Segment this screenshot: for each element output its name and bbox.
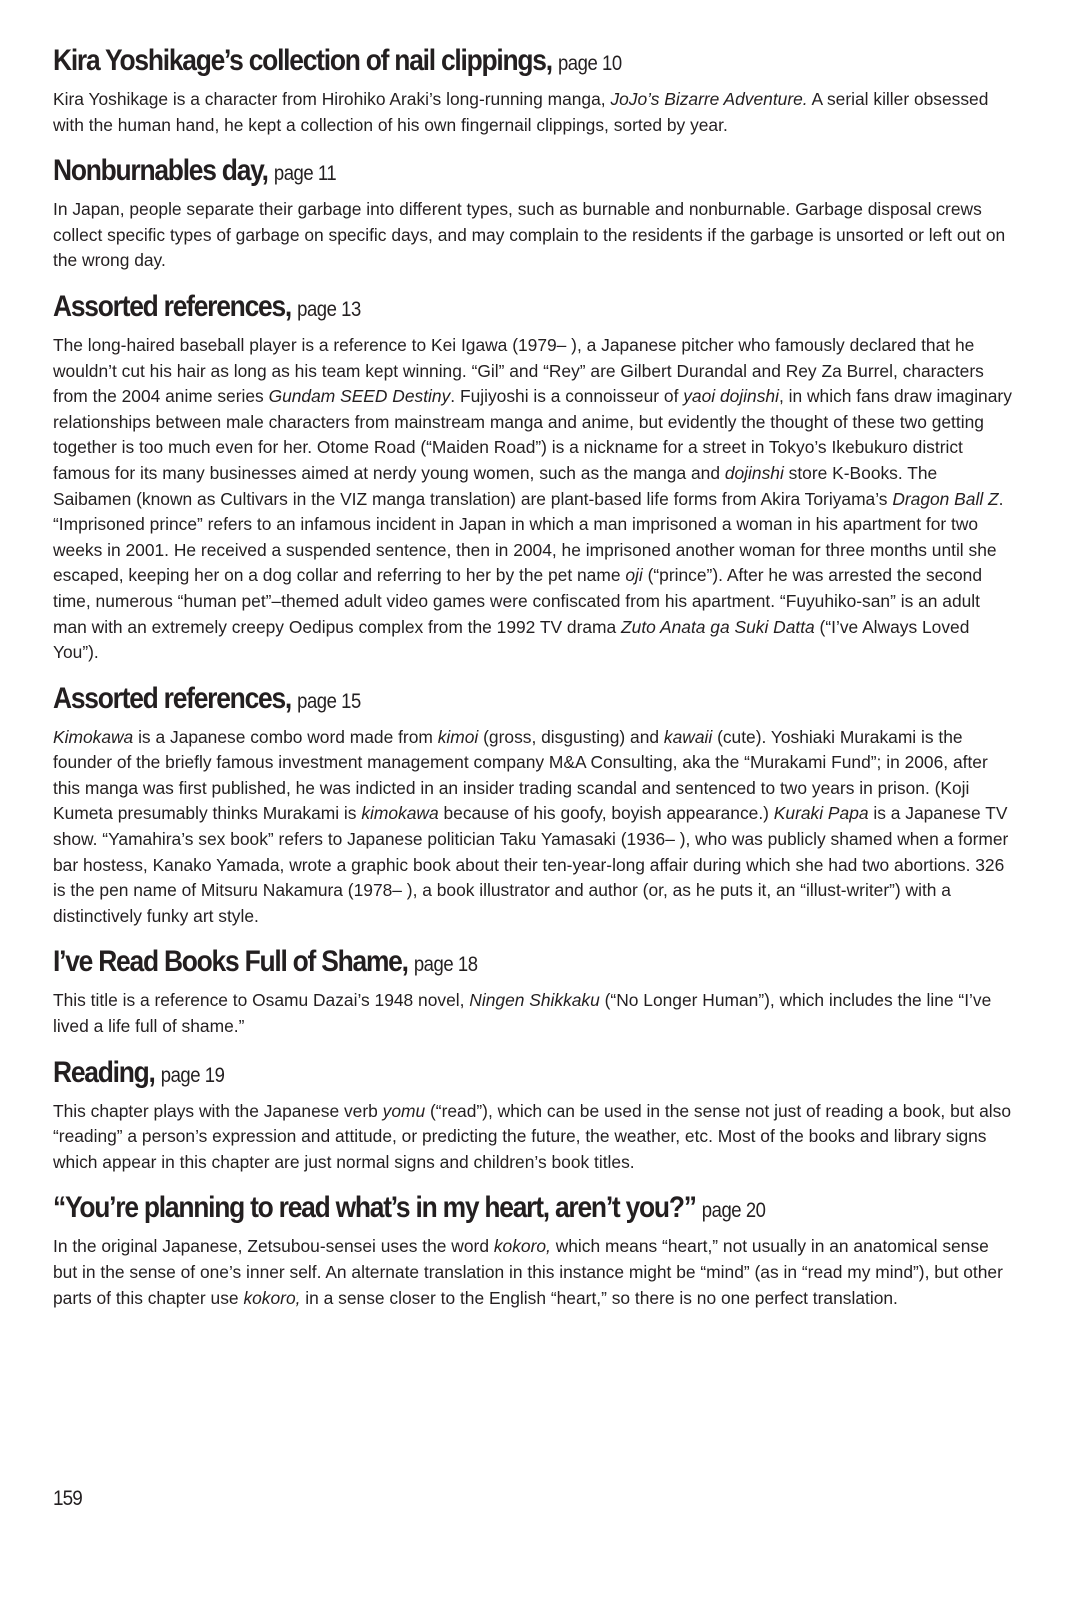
note-entry [53, 152, 1013, 274]
italic-term: Dragon Ball Z [892, 488, 999, 509]
note-entry [53, 288, 1013, 666]
note-entry [53, 943, 1013, 1039]
italic-term: JoJo’s Bizarre Adventure. [610, 89, 808, 109]
italic-term: dojinshi [724, 462, 784, 483]
note-entry [53, 680, 1013, 930]
note-title [53, 680, 898, 721]
italic-term: Kimokawa [53, 726, 134, 747]
note-title-text: “You’re planning to read what’s in my heart, aren’t you?” [53, 1191, 696, 1225]
note-page-ref: page 20 [701, 1199, 766, 1223]
note-title [53, 288, 898, 329]
note-body: This chapter plays with the Japanese verb yomu (“read”), which can be used in the sense not just of reading a book, but also “reading” a person’s expression and attitude, or predicting the future, the weather, etc. Most of the books and library signs which appear in this chapter are just normal signs and children’s book titles. [53, 1100, 1012, 1172]
note-title-text: I’ve Read Books Full of Shame, [53, 945, 408, 979]
note-title [53, 943, 898, 984]
notes-page [53, 42, 1013, 1311]
italic-term: Ningen Shikkaku [469, 990, 600, 1011]
italic-term: kokoro, [493, 1236, 551, 1257]
note-page-ref: page 11 [273, 162, 337, 186]
note-title-text: Assorted references, [53, 681, 292, 715]
note-page-ref: page 19 [160, 1063, 225, 1087]
italic-term: oji [625, 565, 643, 586]
italic-term: kawaii [663, 726, 713, 747]
italic-term: Zuto Anata ga Suki Datta [621, 616, 815, 637]
note-body: This title is a reference to Osamu Dazai’s 1948 novel, Ningen Shikkaku (“No Longer Human”), which includes the line “I’ve lived a life full of shame.” [53, 990, 992, 1037]
note-page-ref: page 15 [297, 689, 361, 713]
note-title-text: Kira Yoshikage’s collection of nail clippings, [53, 44, 552, 77]
note-body: Kira Yoshikage is a character from Hirohiko Araki’s long-running manga, JoJo’s Bizarre Adventure. A serial killer obsessed with the human hand, he kept a collection of his own fingernail clippings, sorted by year. [53, 89, 989, 135]
note-body: Kimokawa is a Japanese combo word made from kimoi (gross, disgusting) and kawaii (cute). Yoshiaki Murakami is the founder of the briefly famous investment management company M&A Consulting, aka the “Murakami Fund”; in 2006, after this manga was first published, he was indicted in an insider trading scandal and sentenced to two years in prison. (Koji Kumeta presumably thinks Murakami is kimokawa because of his goofy, boyish appearance.) Kuraki Papa is a Japanese TV show. “Yamahira’s sex book” refers to Japanese politician Taku Yamasaki (1936– ), who was publicly shamed when a former bar hostess, Kanako Yamada, wrote a graphic book about their ten-year-long affair during which she had two abortions. 326 is the pen name of Mitsuru Nakamura (1978– ), a book illustrator and author (or, as he puts it, an “illust-writer”) with a distinctively funky art style. [53, 726, 1009, 926]
note-entry [53, 1054, 1013, 1176]
note-entry [53, 1189, 1013, 1311]
note-entry [53, 42, 1013, 138]
note-body: In the original Japanese, Zetsubou-sensei uses the word kokoro, which means “heart,” not usually in an anatomical sense but in the sense of one’s inner self. An alternate translation in this instance might be “mind” (as in “read my mind”), but other parts of this chapter use kokoro, in a sense closer to the English “heart,” so there is no one perfect translation. [53, 1236, 1003, 1308]
note-title [53, 152, 898, 193]
italic-term: Gundam SEED Destiny [268, 386, 451, 407]
italic-term: kimoi [437, 726, 479, 747]
note-title-text: Nonburnables day, [53, 154, 268, 188]
note-title [53, 1054, 898, 1095]
italic-term: kimokawa [361, 803, 439, 824]
italic-term: Kuraki Papa [773, 803, 869, 824]
note-body: In Japan, people separate their garbage into different types, such as burnable and nonburnable. Garbage disposal crews collect specific types of garbage on specific days, and may complain to the residents if the garbage is unsorted or left out on the wrong day. [53, 199, 1006, 271]
note-body: The long-haired baseball player is a reference to Kei Igawa (1979– ), a Japanese pitcher who famously declared that he wouldn’t cut his hair as long as his team kept winning. “Gil” and “Rey” are Gilbert Durandal and Rey Za Burrel, characters from the 2004 anime series Gundam SEED Destiny. Fujiyoshi is a connoisseur of yaoi dojinshi, in which fans draw imaginary relationships between male characters from mainstream manga and anime, but evidently the thought of these two getting together is too much even for her. Otome Road (“Maiden Road”) is a nickname for a street in Tokyo’s Ikebukuro district famous for its many businesses aimed at nerdy young women, such as the manga and dojinshi store K-Books. The Saibamen (known as Cultivars in the VIZ manga translation) are plant-based life forms from Akira Toriyama’s Dragon Ball Z. “Imprisoned prince” refers to an infamous incident in Japan in which a man imprisoned a woman in his apartment for two weeks in 2001. He received a suspended sentence, then in 2004, he imprisoned another woman for three months until she escaped, keeping her on a dog collar and referring to her by the pet name oji (“prince”). After he was arrested the second time, numerous “human pet”–themed adult video games were confiscated from his apartment. “Fuyuhiko-san” is an adult man with an extremely creepy Oedipus complex from the 1992 TV drama Zuto Anata ga Suki Datta (“I’ve Always Loved You”). [53, 334, 1012, 663]
page-number: 159 [53, 1487, 82, 1510]
italic-term: yaoi dojinshi [683, 386, 779, 407]
note-page-ref: page 10 [557, 52, 622, 75]
note-title [53, 1189, 898, 1230]
italic-term: yomu [382, 1100, 426, 1121]
italic-term: kokoro, [243, 1287, 301, 1308]
note-page-ref: page 18 [413, 953, 478, 977]
note-title-text: Reading, [53, 1055, 155, 1089]
note-page-ref: page 13 [297, 297, 361, 321]
note-title-text: Assorted references, [53, 289, 292, 323]
note-title [53, 42, 898, 83]
